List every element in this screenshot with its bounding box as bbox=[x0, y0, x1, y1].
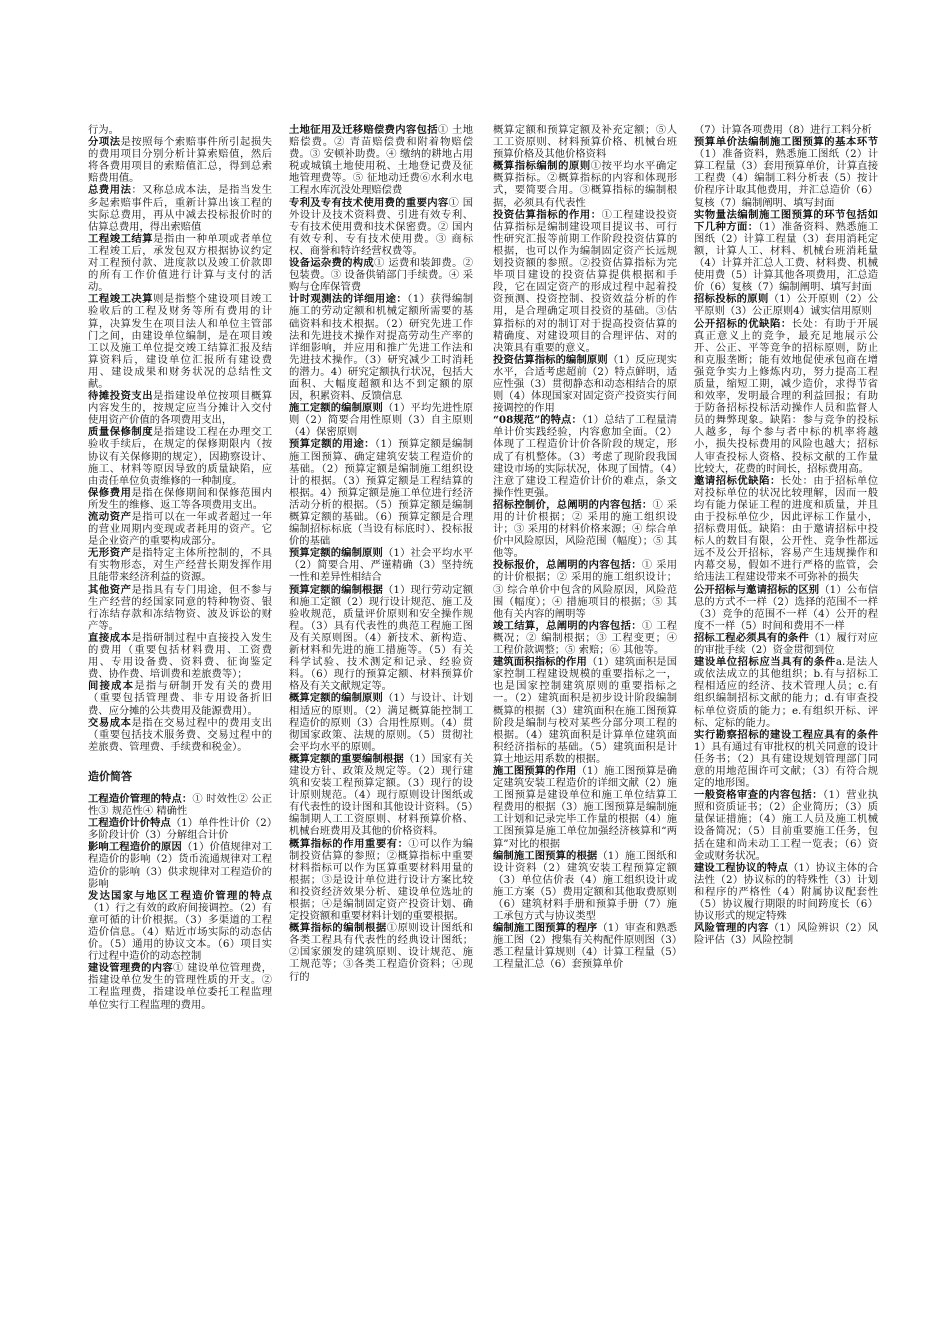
term: 工程造价计价特点 bbox=[88, 817, 171, 830]
paragraph bbox=[493, 209, 677, 354]
term: 施工定额的编制原则 bbox=[289, 402, 383, 415]
paragraph bbox=[88, 184, 272, 232]
definition: （1）价值规律对工程造价的影响（2）货币流通规律对工程造价的影响（3）供求规律对工程造价的影响 bbox=[88, 841, 272, 890]
paragraph bbox=[694, 136, 878, 209]
term: 公开招标与邀请招标的区别 bbox=[694, 583, 820, 596]
definition: （1）平均先进性原则（2）简要合用性原则（3）自主原则（4）保密原则 bbox=[289, 402, 473, 439]
term: “08规范”的特点： bbox=[493, 414, 582, 427]
term: 间接成本 bbox=[88, 680, 135, 693]
definition: 是指建设单位按项目概算内容发生的，按规定应当分摊计入交付使用资产价值的各项费用支出， bbox=[88, 390, 273, 427]
term: 预算定额的用途： bbox=[289, 438, 375, 451]
section-heading bbox=[88, 771, 272, 783]
term: 一般资格审查的内容包括： bbox=[694, 789, 823, 802]
term: 概算指标的作用重要有： bbox=[289, 837, 409, 850]
definition: 概算定额和预算定额及补充定额；⑤人工工资原则、材料预算价格、机械台班预算价格及其他价格资料 bbox=[493, 124, 677, 161]
definition: 是指特定主体所控制的，不具有实物形态，对生产经营长期发挥作用且能带来经济利益的资源。 bbox=[88, 547, 273, 584]
term: 招标工程必须具有的条件 bbox=[694, 631, 809, 644]
term: 交易成本 bbox=[88, 716, 132, 729]
term: 投资估算指标的作用： bbox=[493, 208, 602, 221]
paragraph bbox=[289, 584, 473, 693]
term: 竣工结算，总阐明的内容包括： bbox=[493, 619, 642, 632]
definition: （1）风险辨识（2）风险评估（3）风险控制 bbox=[694, 922, 878, 947]
column-1 bbox=[88, 124, 272, 1011]
definition: （1）国家有关建设方针、政策及规定等。（2）现行建筑和安装工程预算定额。（3）现行的设计原则规范。（4）现行原则设计图纸或有代表性的设计图和其他设计资料。（5）编制期人工工资原则、材料预算价格、机械台班费用及其他的价格资料。 bbox=[289, 752, 473, 838]
definition: （1）现行劳动定额和施工定额（2）现行设计规范、施工及验收规范，质量评价原则和安全操作规程。（3）具有代表性的典范工程施工图及有关原则图。（4）新技术、新构造、新材料和先进的施工措施等。（5）有关科学试验、技术测定和记录、经验资料。（6）现行的预算定额、材料预算价格及有关文献规定等。 bbox=[289, 583, 473, 693]
definition: （1）预算定额是编制施工图预算、确定建筑安装工程造价的基础。（2）预算定额是编制施工组织设计的根据。（3）预算定额是工程结算的根据。4）预算定额是施工单位进行经济活动分析的根据。（5）预算定额是编制概算定额的基础。（6）预算定额是合理编制招标标底（当设有标底时）、投标报价的基础 bbox=[289, 438, 474, 548]
term: 实物量法编制施工图预算的环节包括如下几种方面： bbox=[694, 208, 878, 233]
term: 直接成本 bbox=[88, 631, 132, 644]
definition: （1）准备资料，熟悉施工图纸（2）计算工程量（3）套用预算单价，计算直接工程费（4）编制工料分析表（5）按计价程序计取其他费用，并汇总造价（6）复核（7）编制阐明、填写封面 bbox=[694, 148, 878, 209]
definition: （1）审查和熟悉施工图（2）搜集有关构配件原则图（3）悉工程量计算规则（4）计算工程量（5）工程量汇总（6）套预算单价 bbox=[493, 922, 677, 971]
term: 概算指标编制的原则 bbox=[493, 160, 591, 173]
paragraph bbox=[88, 390, 272, 426]
definition: ①工程建设投资估算指标是编制建设项目提议书、可行性研究汇报等前期工作阶段投资估算的根据，也可以作为编制固定资产长远规划投资额的参照。②投资估算指标为完毕项目建设的投资估算提供根据和手段，它在固定资产的形成过程中起着投资预测、投资控制、投资效益分析的作用，是合理确定项目投资的基础。③估算指标的对的制订对于提高投资估算的精确度、对建设项目的合理评估、对的决策具有重要的意义。 bbox=[493, 208, 678, 354]
term: 保修费用 bbox=[88, 486, 132, 499]
definition: ① 土地赔偿费。② 青苗赔偿费和附着物赔偿费。③ 安顿补助费。④ 缴纳的耕地占用税或城镇土地使用税、土地登记费及征地管理费等。⑤ 征地动迁费⑥水利水电工程水库沉没处理赔偿费 bbox=[289, 124, 473, 197]
definition: ①按平均水平确定概算指标。②概算指标的内容和体现形式，要简要合用。③概算指标的编制根据，必须具有代表性 bbox=[493, 160, 678, 209]
paragraph bbox=[88, 584, 272, 632]
paragraph bbox=[88, 717, 272, 753]
paragraph bbox=[88, 233, 272, 293]
definition: 1）具有通过有审批权的机关同意的设计任务书；（2）具有建设规划管理部门同意的用地范围许可文献；（3）有符合规定的地形图。 bbox=[694, 740, 878, 790]
definition: a.是法人或依法成立的其他组织；b.有与招标工程相适应的经济、技术管理人员；c.有组织编制招标文献的能力；d.有审查投标单位资质的能力；e.有组织开标、评标、定标的能力。 bbox=[694, 656, 879, 729]
term: 概算定额的编制原则 bbox=[289, 692, 383, 705]
term: 预算单价法编制施工图预算的基本环节 bbox=[694, 136, 878, 149]
term: 建设管理费的内容 bbox=[88, 962, 174, 975]
term: 土地征用及迁移赔偿费内容包括 bbox=[289, 124, 438, 136]
term: 投资估算指标的编制原则 bbox=[493, 353, 608, 366]
paragraph bbox=[88, 841, 272, 889]
definition: 是指建设工程在办理交工验收手续后，在规定的保修期限内（按协议有关保修期的规定），因勘察设计、施工、材料等原因导致的质量缺陷，应由责任单位负责维修的一种制度。 bbox=[88, 426, 273, 487]
definition: 是指由一种单项或者单位工程竣工后，承发包双方根据协议约定对工程预付款、进度款以及竣工价款即的所有工作价值进行计算与支付的活动。 bbox=[88, 232, 273, 294]
definition: 则是指整个建设项目竣工验收后的工程及财务等所有费用的计算，决算发生在项目法人和单位主管部门之间，由建设单位编制，是在项目竣工以及施工单位提交竣工结算汇报及结算资料后，建设单位汇报所有建设费用、建设成果和财务状况的总结性文献。 bbox=[88, 293, 273, 390]
term: 公开招标的优缺陷： bbox=[694, 317, 792, 330]
definition: （1）公开原则（2）公平原则（3）公正原则4）诚实信用原则 bbox=[694, 293, 878, 318]
term: 工程竣工结算 bbox=[88, 232, 154, 245]
term: 计时观测法的详细用途： bbox=[289, 293, 408, 306]
paragraph bbox=[88, 293, 272, 390]
term: 设备运杂费的构成 bbox=[289, 257, 375, 270]
paragraph bbox=[493, 922, 677, 970]
term: 建设工程协议的特点 bbox=[694, 861, 788, 874]
term: 投标报价，总阐明的内容包括： bbox=[493, 559, 642, 572]
definition: 是指在保修期间和保修范围内所发生的维修、返工等各项费用支出。 bbox=[88, 486, 273, 511]
definition: （1）总结了工程量清单计价实践经验，内容愈加全面。（2）体现了工程造价计价各阶段的规定，形成了有机整体。（3）考虑了现阶段我国建设市场的实际状况，体现了国情。（4）注意了建设工程造价计价的难点，条文操作性更强。 bbox=[493, 414, 677, 499]
column-3 bbox=[493, 124, 677, 971]
paragraph bbox=[694, 922, 878, 946]
term: 建设单位招标应当具有的条件 bbox=[694, 656, 836, 669]
term: 概算定额的重要编制根据 bbox=[289, 752, 404, 765]
paragraph bbox=[694, 656, 878, 729]
definition: 是指可以在一年或者超过一年的营业周期内变现或者耗用的资产。它是企业资产的重要构成部分。 bbox=[88, 511, 273, 548]
definition: 行为。 bbox=[88, 124, 119, 136]
definition: ① 时效性② 公正性③ 规范性④ 精确性 bbox=[88, 792, 273, 818]
paragraph bbox=[88, 817, 272, 841]
paragraph bbox=[493, 124, 677, 160]
paragraph bbox=[289, 197, 473, 257]
paragraph bbox=[289, 547, 473, 583]
term: 造价简答 bbox=[88, 769, 132, 783]
paragraph bbox=[88, 962, 272, 1010]
term: 招标控制价，总阐明的内容包括： bbox=[493, 498, 653, 511]
paragraph bbox=[694, 789, 878, 862]
definition: （1）获得编制施工的劳动定额和机械定额所需要的基础资料和技术根据。（2）研究先进工作法和先进技术操作对提高劳动生产率的详细影响，并应用和推广先进工作法和先进技术操作。（3）研究减少工时消耗的潜力。4）研究定额执行状况，包括大面积、大幅度超额和达不到定额的原因，积累资料、反馈信息 bbox=[289, 293, 474, 403]
paragraph bbox=[88, 890, 272, 963]
definition: （1）与设计、计划相适应的原则。（2）满足概算能控制工程造价的原则（3）合用性原则。（4）贯彻国家政策、法规的原则。（5）贯彻社会平均水平的原则。 bbox=[289, 692, 473, 753]
term: 无形资产 bbox=[88, 547, 132, 560]
paragraph bbox=[289, 124, 473, 197]
paragraph bbox=[694, 475, 878, 584]
paragraph bbox=[88, 487, 272, 511]
definition: （1）营业执照和资质证书；（2）企业简历；（3）质量保证措施；（4）施工人员及施工机械设备简况；（5）目前重要施工任务，包括在建和尚未动工工程一览表；（6）资金或财务状况。 bbox=[694, 789, 878, 862]
term: 编制施工图预算的程序 bbox=[493, 922, 598, 935]
term: 发达国家与地区工程造价管理的特点 bbox=[88, 889, 272, 902]
paragraph bbox=[694, 293, 878, 317]
column-2 bbox=[289, 124, 473, 983]
paragraph bbox=[88, 124, 272, 136]
column-4 bbox=[694, 124, 878, 946]
paragraph bbox=[88, 680, 272, 716]
term: 工程造价管理的特点： bbox=[88, 792, 193, 805]
definition: （7）计算各项费用（8）进行工料分析 bbox=[694, 124, 872, 136]
paragraph bbox=[88, 632, 272, 680]
definition: ① 采用的计价根据；② 采用的施工组织设计；③ 综合单价中包含的风险原因，风险范围（幅度）；④ 措施项目的根据；⑤ 其他有关内容的阐明等 bbox=[493, 559, 677, 620]
definition: ① 建设单位管理费，指建设单位发生的管理性质的开支。② 工程监理费，指建设单位委托工程监理单位实行工程监理的费用。 bbox=[88, 962, 272, 1011]
definition: 是指研制过程中直接投入发生的费用（重要包括材料费用、工资费用、专用设备费、资料费、征询鉴定费、协作费、培训费和差旅费等）； bbox=[88, 631, 273, 681]
definition: ：又称总成本法，是指当发生多起索赔事件后，重新计算出该工程的实际总费用，再从中减去投标报价时的估算总费用，得出索赔值 bbox=[88, 184, 273, 233]
paragraph bbox=[493, 620, 677, 656]
definition: （1）建筑面积是国家控制工程建设规模的重要指标之一，也是国家控制建筑原则的重要指标之一。（2）建筑面积是初步设计阶段编制概算的根据（3）建筑面积在施工图预算阶段是编制与校对某些分部分项工程的根据。（4）建筑面积是计算单位建筑面积经济指标的基础。（5）建筑面积是计算土地运用系数的根据。 bbox=[493, 656, 677, 765]
definition: ①可以作为编制投资估算的参照；②概算指标中重要材料指标可以作为匡算重要材料用量的根据；③是设计单位进行设计方案比较和投资经济效果分析、建设单位选址的根据；④是编制固定资产投资计划、确定投资额和重要材料计划的重要根据。 bbox=[289, 837, 474, 923]
paragraph bbox=[493, 499, 677, 559]
paragraph bbox=[694, 632, 878, 656]
paragraph bbox=[289, 838, 473, 923]
definition: （1）履行对应的审批手续（2）资金贯彻到位 bbox=[694, 631, 878, 657]
definition: 长处：由于招标单位对投标单位的状况比较理解，因而一般均有能力保证工程的进度和质量，并且由于投标单位少，因此评标工作量小，招标费用低。缺陷：由于邀请招标中投标人的数目有限，公开性、竞争性都远远不及公开招标，容易产生违规操作和内幕交易，假如不进行严格的监管，会给违法工程建设带来不可弥补的损失 bbox=[694, 474, 879, 584]
term: 质量保修制度 bbox=[88, 426, 154, 439]
definition: （1）行之有效的政府间接调控。（2）有章可循的计价根据。（3）多渠道的工程造价信息。（4）贴近市场实际的动态估价。（5）通用的协议文本。（6）项目实行过程中造价的动态控制 bbox=[88, 901, 272, 963]
definition: 是按照每个索赔事件所引起损失的费用项目分别分析计算索赔值，然后将各费用项目的索赔值汇总，得到总索赔费用值。 bbox=[88, 136, 273, 185]
definition: ① 工程概况；② 编制根据；③ 工程变更；④ 工程价款调整；⑤ 索赔；⑥ 其他等。 bbox=[493, 619, 677, 657]
paragraph bbox=[493, 160, 677, 208]
paragraph bbox=[88, 511, 272, 547]
paragraph bbox=[289, 293, 473, 402]
paragraph bbox=[694, 862, 878, 922]
paragraph bbox=[289, 922, 473, 982]
definition: ① 采用的计价根据；② 采用的施工组织设计；③ 采用的材料价格来源；④ 综合单价中风险原因，风险范围（幅度）；⑤ 其他等。 bbox=[493, 498, 678, 560]
paragraph bbox=[88, 547, 272, 583]
definition: （1）反应现实水平，合适考虑超前（2）特点鲜明，适应性强（3）贯彻静态和动态相结合的原则（4）体现国家对固定资产投资实行间接调控的作用 bbox=[493, 353, 677, 415]
term: 流动资产 bbox=[88, 511, 132, 523]
definition: ① 运费和装卸费。② 包装费。③ 设备供销部门手续费。④ 采购与仓库保管费 bbox=[289, 257, 473, 294]
definition: （1）准备资料、熟悉施工图纸（2）计算工程量（3）套用消耗定额，计算人工、材料、机械台班消耗量（4）计算并汇总人工费、材料费、机械使用费（5）计算其他各项费用，汇总造价（6）复核（7）编制阐明、填写封面 bbox=[694, 220, 879, 294]
definition: 长处：有助于开展真正意义上的竞争，最充足地展示公开、公正、平等竞争的招标原则，防止和克服垄断；能有效地促使承包商在增强竞争实力上修炼内功，努力提高工程质量，缩短工期，减少造价，求得节省和效率，发明最合理的利益回报；有助于防备招标投标活动操作人员和监督人员的舞弊现象。缺陷：参与竞争的投标人越多，每个参与者中标的机率将越小，损失投标费用的风险也越大；招标人审查投标人资格、投标文献的工作量比较大，花费的时间长，招标费用高。 bbox=[694, 317, 879, 475]
term: 编制施工图预算的根据 bbox=[493, 849, 598, 862]
term: 实行勘察招标的建设工程应具有的条件 bbox=[694, 728, 878, 741]
term: 其他资产 bbox=[88, 583, 132, 596]
definition: 是指具有专门用途，但不参与生产经营的经国家同意的特种物资、银行冻结存款和冻结物资、波及诉讼的财产等。 bbox=[88, 583, 273, 632]
definition: 是指与研制开发有关的费用（重要包括管理费、非专用设备折旧费、应分摊的公共费用及能源费用）。 bbox=[88, 680, 273, 717]
paragraph bbox=[289, 257, 473, 293]
term: 专利及专有技术使用费的重要内容 bbox=[289, 196, 449, 209]
paragraph bbox=[493, 656, 677, 765]
paragraph bbox=[88, 793, 272, 817]
definition: （1）单件性计价（2）多阶段计价（3）分解组合计价 bbox=[88, 817, 273, 842]
term: 预算定额的编制根据 bbox=[289, 583, 383, 596]
definition: ①原则设计图纸和各类工程具有代表性的经典设计图纸；②国家颁发的建筑原则、设计规范、施工规范等；③各类工程造价资料；④现行的 bbox=[289, 922, 474, 983]
paragraph bbox=[289, 753, 473, 838]
term: 建筑面积指标的作用 bbox=[493, 656, 587, 669]
paragraph bbox=[88, 136, 272, 184]
paragraph bbox=[289, 438, 473, 547]
paragraph bbox=[493, 414, 677, 499]
paragraph bbox=[694, 124, 878, 136]
definition: ① 国外设计及技术资料费、引进有效专利、专有技术使用费和技术保密费。② 国内有效专利、专有技术使用费。③ 商标权、商誉和特许经营权费等。 bbox=[289, 196, 474, 257]
definition: （1）社会平均水平（2）简要合用、严谨精确（3）坚持统一性和差异性相结合 bbox=[289, 547, 473, 584]
term: 风险管理的内容 bbox=[694, 922, 769, 935]
paragraph bbox=[694, 318, 878, 475]
paragraph bbox=[289, 692, 473, 752]
paragraph bbox=[493, 765, 677, 850]
term: 招标投标的原则 bbox=[694, 293, 769, 306]
definition: （1）公布信息的方式不一样（2）选择的范围不一样（3）竞争的范围不一样（4）公开的程度不一样（5）时间和费用不一样 bbox=[694, 583, 878, 632]
term: 待摊投资支出 bbox=[88, 390, 154, 403]
term: 影响工程造价的原因 bbox=[88, 841, 182, 854]
term: 工程竣工决算 bbox=[88, 293, 154, 306]
paragraph bbox=[289, 402, 473, 438]
paragraph bbox=[694, 584, 878, 632]
definition: （1）协议主体的合法性（2）协议标的的特殊性（3）计划和程序的严格性（4）附属协议配套性（5）协议履行期限的时间跨度长（6）协议形式的规定特殊 bbox=[694, 861, 878, 923]
paragraph bbox=[694, 729, 878, 789]
definition: 是指在交易过程中的费用支出（重要包括技术服务费、交易过程中的差旅费、管理费、手续费和税金）。 bbox=[88, 716, 273, 753]
term: 施工图预算的作用 bbox=[493, 764, 577, 777]
definition: （1）施工图预算是确定建筑安装工程造价的详细文献（2）施工图预算是建设单位和施工单位结算工程费用的根据（3）施工图预算是编制施工计划和记录完毕工作量的根据（4）施工图预算是施工单位加强经济核算和“两算”对比的根据 bbox=[493, 764, 677, 850]
term: 邀请招标优缺陷： bbox=[694, 474, 781, 487]
paragraph bbox=[694, 209, 878, 294]
paragraph bbox=[493, 354, 677, 414]
paragraph bbox=[88, 426, 272, 486]
definition: （1）施工图纸和设计资料（2）建筑安装工程预算定额（3）单位估价表（4）施工组织设计或施工方案（5）费用定额和其他取费原则（6）建筑材料手册和预算手册（7）施工承包方式与协议类型 bbox=[493, 849, 677, 923]
paragraph bbox=[493, 850, 677, 923]
term: 总费用法 bbox=[88, 184, 132, 197]
term: 分项法 bbox=[88, 136, 121, 149]
term: 预算定额的编制原则 bbox=[289, 547, 383, 560]
term: 概算指标的编制根据 bbox=[289, 922, 387, 935]
paragraph bbox=[493, 559, 677, 619]
